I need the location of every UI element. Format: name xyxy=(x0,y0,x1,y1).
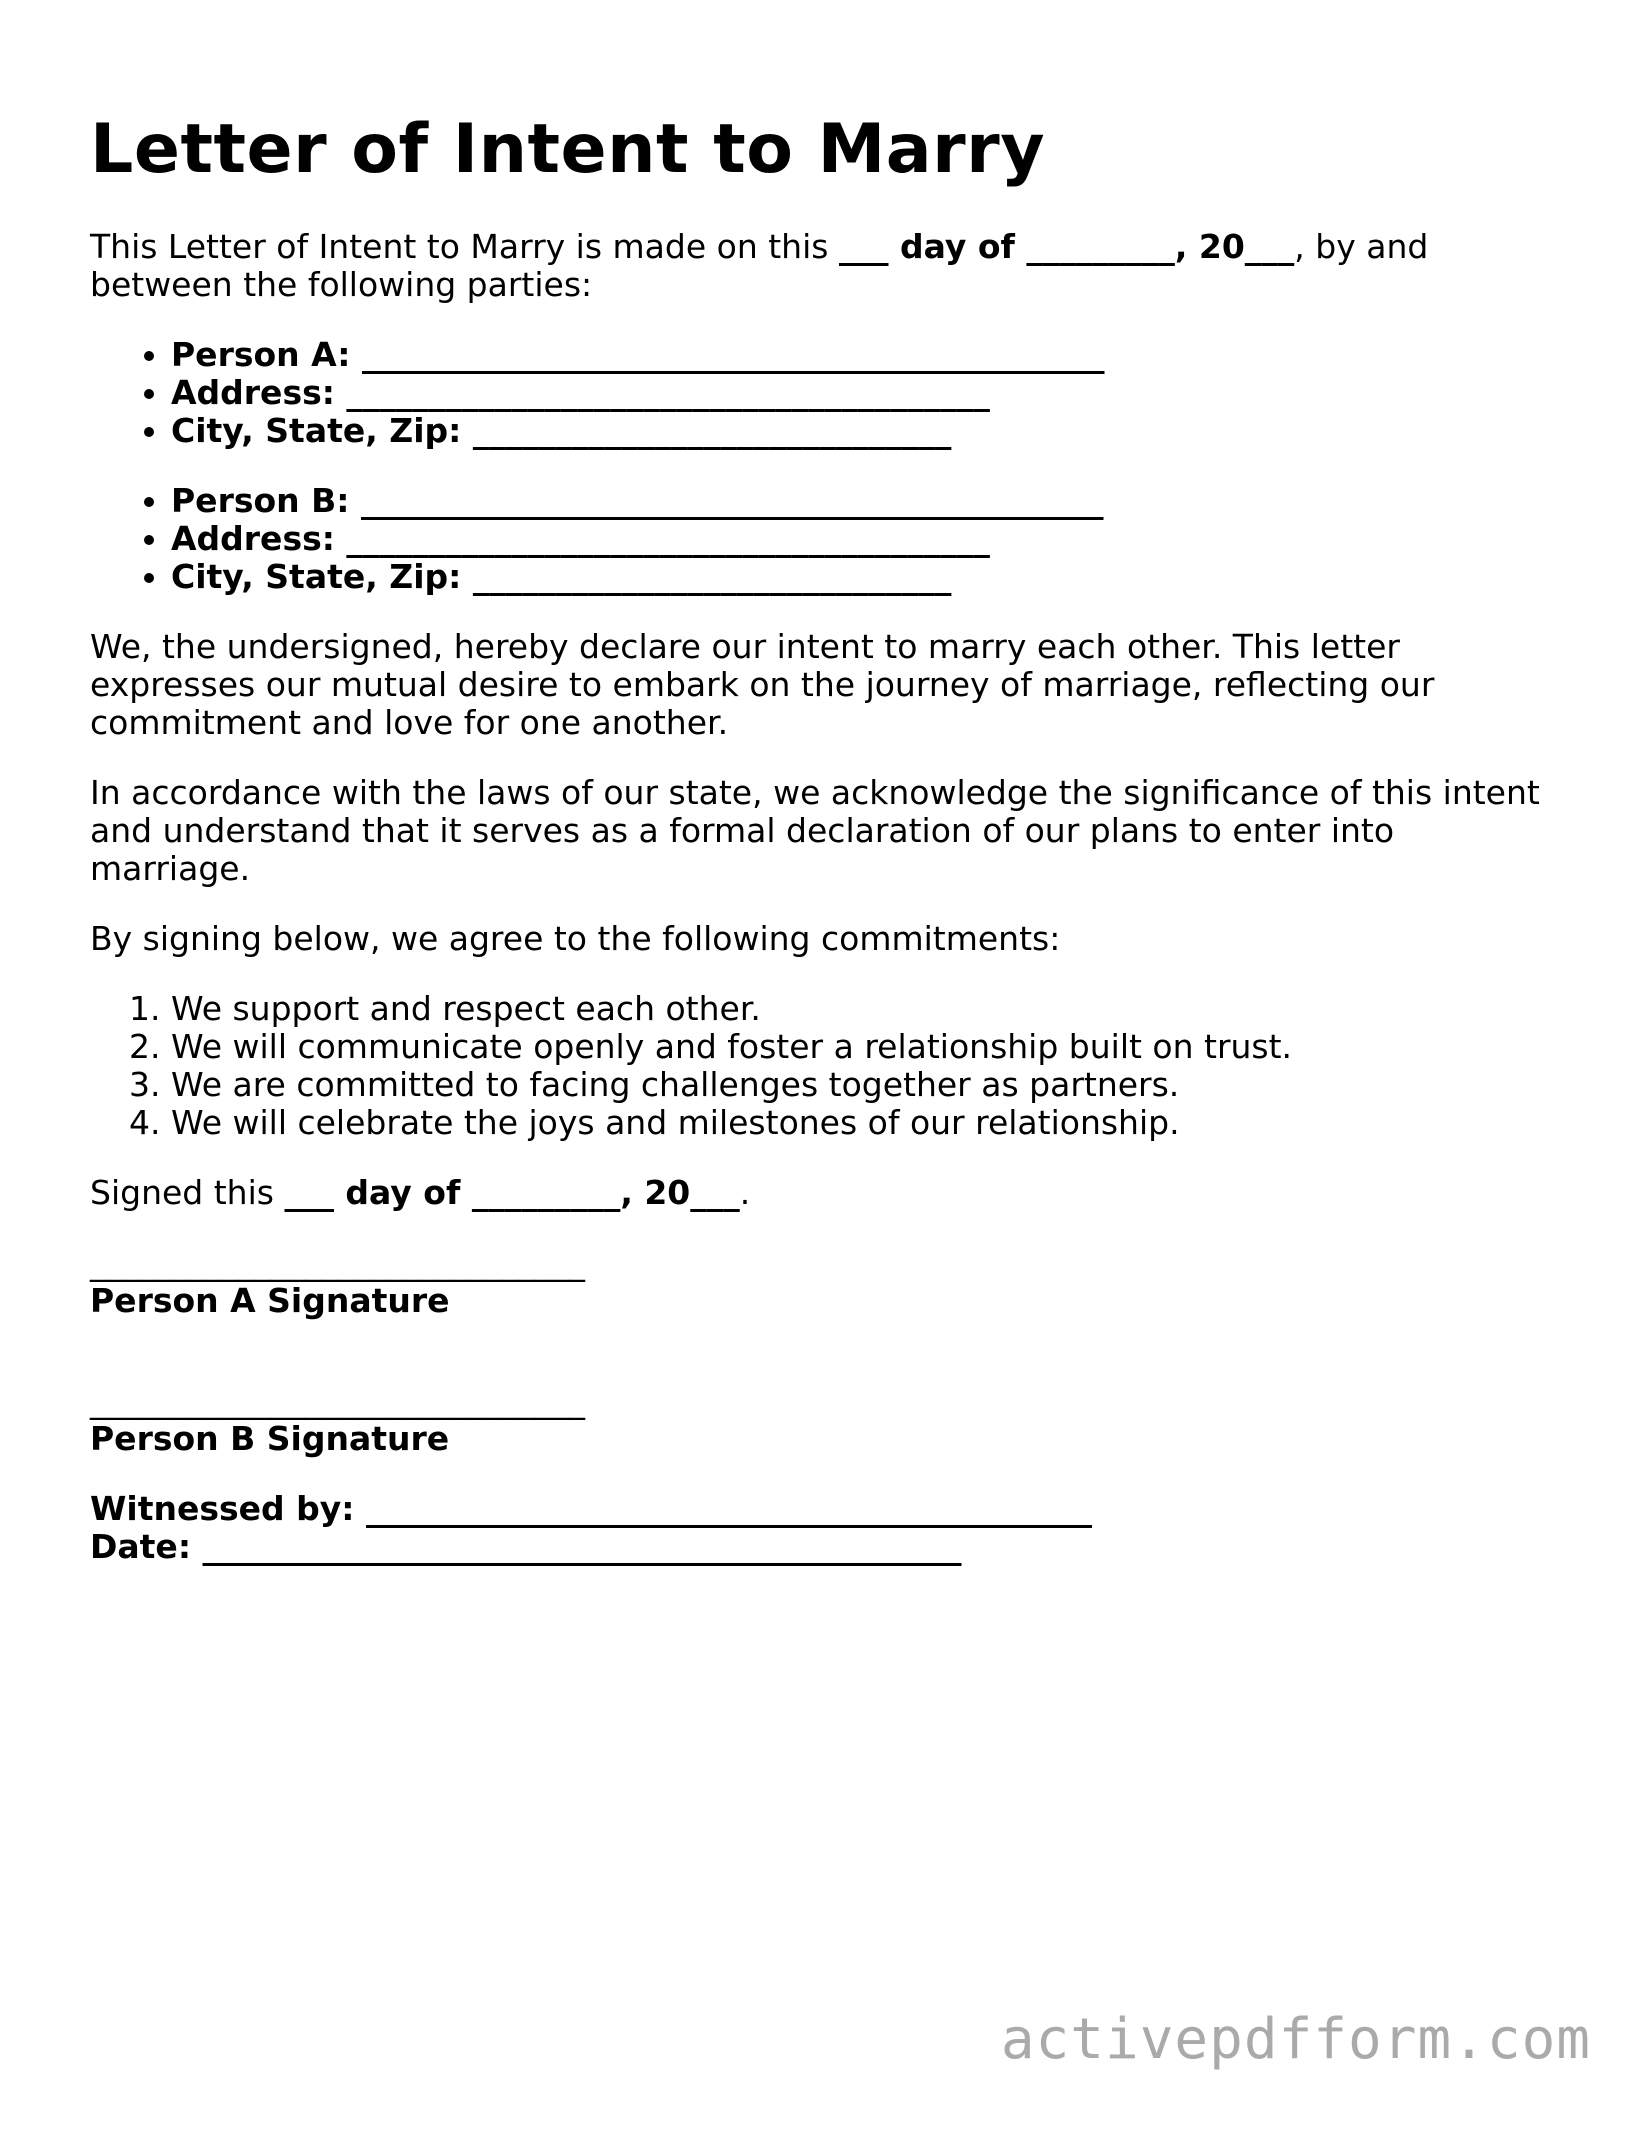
commitment-item: 4. We will celebrate the joys and milestones of our relationship. xyxy=(171,1104,1560,1142)
intro-paragraph xyxy=(90,228,1560,304)
commitment-item: 3. We are committed to facing challenges together as partners. xyxy=(171,1066,1560,1104)
person-b-signature-label: Person B Signature xyxy=(90,1419,450,1458)
commitment-item: 2. We will communicate openly and foster a relationship built on trust. xyxy=(171,1028,1560,1066)
witness-block xyxy=(90,1490,1560,1566)
person-b-name-blank: _____________________________________________ xyxy=(360,481,1104,520)
person-b-address-blank: _______________________________________ xyxy=(346,519,990,558)
date-blank: ______________________________________________ xyxy=(202,1527,962,1566)
person-b-city-item xyxy=(171,558,1560,596)
signed-text-before: Signed this xyxy=(90,1173,285,1212)
person-a-signature-label: Person A Signature xyxy=(90,1281,450,1320)
signature-block-a xyxy=(90,1244,1560,1320)
field-label: Person B: xyxy=(171,481,361,520)
person-a-name-item xyxy=(171,336,1560,374)
signed-date-line xyxy=(90,1174,1560,1212)
person-a-city-item xyxy=(171,412,1560,450)
document-page xyxy=(90,110,1560,1566)
intro-text-before: This Letter of Intent to Marry is made on this xyxy=(90,227,839,266)
field-label: City, State, Zip: xyxy=(171,557,473,596)
watermark: activepdfform.com xyxy=(1000,2007,1591,2072)
person-b-address-item xyxy=(171,520,1560,558)
person-b-list xyxy=(90,482,1560,596)
person-a-signature-line: ______________________________ xyxy=(90,1243,585,1282)
intro-date-blank: ___ day of _________, 20___ xyxy=(838,227,1295,266)
person-b-name-item xyxy=(171,482,1560,520)
witness-date-line xyxy=(90,1528,1560,1566)
commitment-item: 1. We support and respect each other. xyxy=(171,990,1560,1028)
page-title: Letter of Intent to Marry xyxy=(90,110,1046,189)
field-label: Address: xyxy=(171,373,347,412)
witnessed-label: Witnessed by: xyxy=(90,1489,366,1528)
person-b-signature-line: ______________________________ xyxy=(90,1381,585,1420)
person-a-address-blank: _______________________________________ xyxy=(346,373,990,412)
commitments-intro: By signing below, we agree to the following commitments: xyxy=(90,919,1061,958)
signed-date-blank: ___ day of _________, 20___ xyxy=(284,1173,740,1212)
commitments-list xyxy=(90,990,1560,1142)
field-label: Address: xyxy=(171,519,347,558)
intro-text-after: , by and between the following parties: xyxy=(90,227,1429,304)
person-a-list xyxy=(90,336,1560,450)
acknowledgement-paragraph: In accordance with the laws of our state, we acknowledge the significance of this intent and understand that it serves as a formal declaration of our plans to enter into marriage. xyxy=(90,773,1540,888)
field-label: Person A: xyxy=(171,335,362,374)
signed-text-after: . xyxy=(739,1173,751,1212)
witnessed-by-line xyxy=(90,1490,1560,1528)
field-label: City, State, Zip: xyxy=(171,411,473,450)
person-a-name-blank: _____________________________________________ xyxy=(361,335,1105,374)
person-a-address-item xyxy=(171,374,1560,412)
person-b-city-blank: _____________________________ xyxy=(472,557,952,596)
witnessed-blank: ____________________________________________ xyxy=(365,1489,1092,1528)
person-a-city-blank: _____________________________ xyxy=(472,411,952,450)
declaration-paragraph: We, the undersigned, hereby declare our intent to marry each other. This letter expresses our mutual desire to embark on the journey of marriage, reflecting our commitment and love for one another. xyxy=(90,627,1435,742)
date-label: Date: xyxy=(90,1527,203,1566)
signature-block-b xyxy=(90,1382,1560,1458)
